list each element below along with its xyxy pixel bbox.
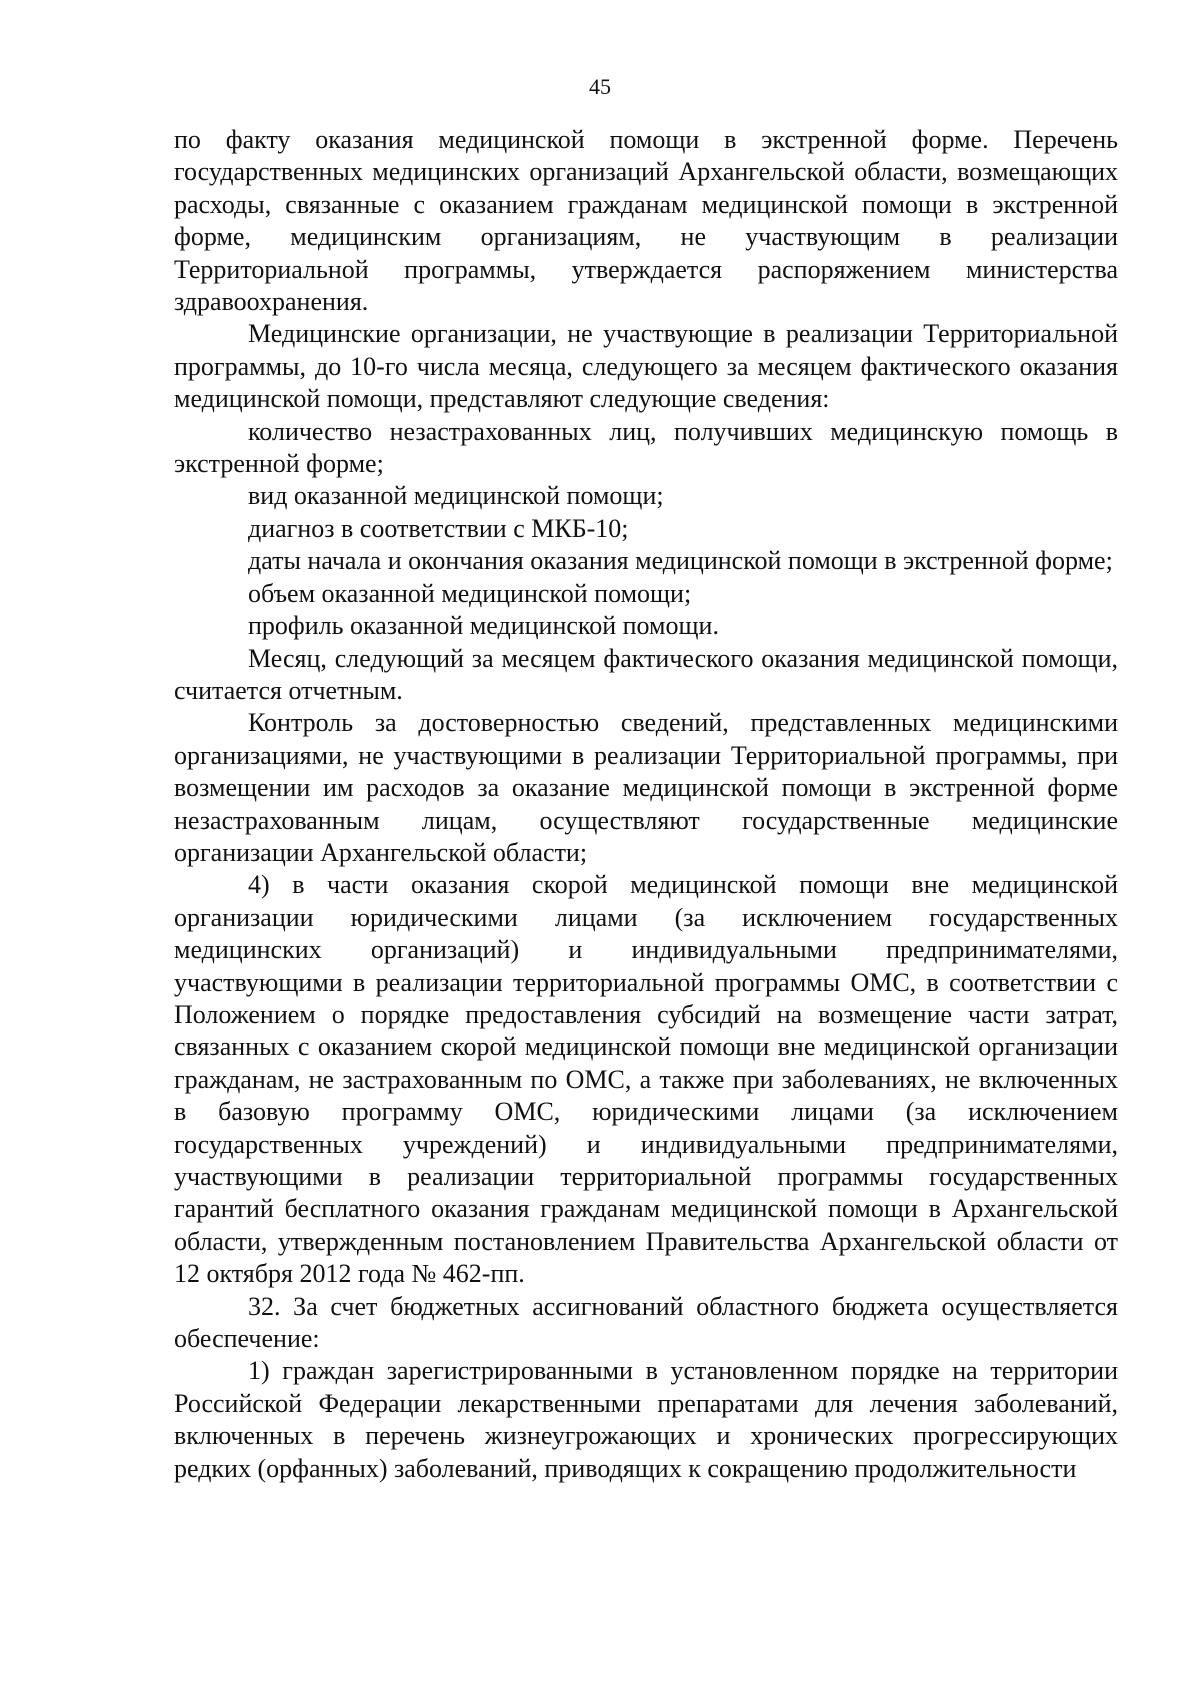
section-32: 32. За счет бюджетных ассигнований областного бюджета осуществляется обеспечение: xyxy=(174,1291,1118,1354)
list-item: объем оказанной медицинской помощи; xyxy=(248,578,692,608)
list-item: количество незастрахованных лиц, получивших медицинскую помощь в экстренной форме; xyxy=(174,416,1118,479)
paragraph-continuation: по факту оказания медицинской помощи в экстренной форме. Перечень государственных медицинских организаций Архангельской области, возмещающих расходы, связанные с оказанием гражданам медицинской помощи в экстренной форме, медицинским организациям, не участвующим в реализации Территориальной программы, утверждается распоряжением министерства здравоохранения. xyxy=(174,125,1118,317)
list-item: диагноз в соответствии с МКБ-10; xyxy=(248,513,629,543)
list-item: вид оказанной медицинской помощи; xyxy=(248,481,664,511)
paragraph: Контроль за достоверностью сведений, представленных медицинскими организациями, не участвующими в реализации Территориальной программы, при возмещении им расходов за оказание медицинской помощи в экстренной форме незастрахованным лицам, осуществляют государственные медицинские организации Архангельской области; xyxy=(174,708,1118,867)
numbered-clause-1: 1) граждан зарегистрированными в установленном порядке на территории Российской Федерации лекарственными препаратами для лечения заболеваний, включенных в перечень жизнеугрожающих и хронических прогрессирующих редких (орфанных) заболеваний, приводящих к сокращению продолжительности xyxy=(174,1356,1118,1483)
document-body xyxy=(174,124,1118,1485)
paragraph: Медицинские организации, не участвующие в реализации Территориальной программы, до 10-го числа месяца, следующего за месяцем фактического оказания медицинской помощи, представляют следующие сведения: xyxy=(174,319,1118,414)
page-number: 45 xyxy=(589,74,611,99)
list-item: профиль оказанной медицинской помощи. xyxy=(248,611,719,641)
list-item: даты начала и окончания оказания медицинской помощи в экстренной форме; xyxy=(248,546,1113,576)
paragraph: Месяц, следующий за месяцем фактического оказания медицинской помощи, считается отчетным. xyxy=(174,643,1118,705)
numbered-clause-4: 4) в части оказания скорой медицинской помощи вне медицинской организации юридическими лицами (за исключением государственных медицинских организаций) и индивидуальными предпринимателями, участвующими в реализации территориальной программы ОМС, в соответствии с Положением о порядке предоставления субсидий на возмещение части затрат, связанных с оказанием скорой медицинской помощи вне медицинской организации гражданам, не застрахованным по ОМС, а также при заболеваниях, не включенных в базовую программу ОМС, юридическими лицами (за исключением государственных учреждений) и индивидуальными предпринимателями, участвующими в реализации территориальной программы государственных гарантий бесплатного оказания гражданам медицинской помощи в Архангельской области, утвержденным постановлением Правительства Архангельской области от 12 октября 2012 года № 462-пп. xyxy=(174,870,1118,1289)
